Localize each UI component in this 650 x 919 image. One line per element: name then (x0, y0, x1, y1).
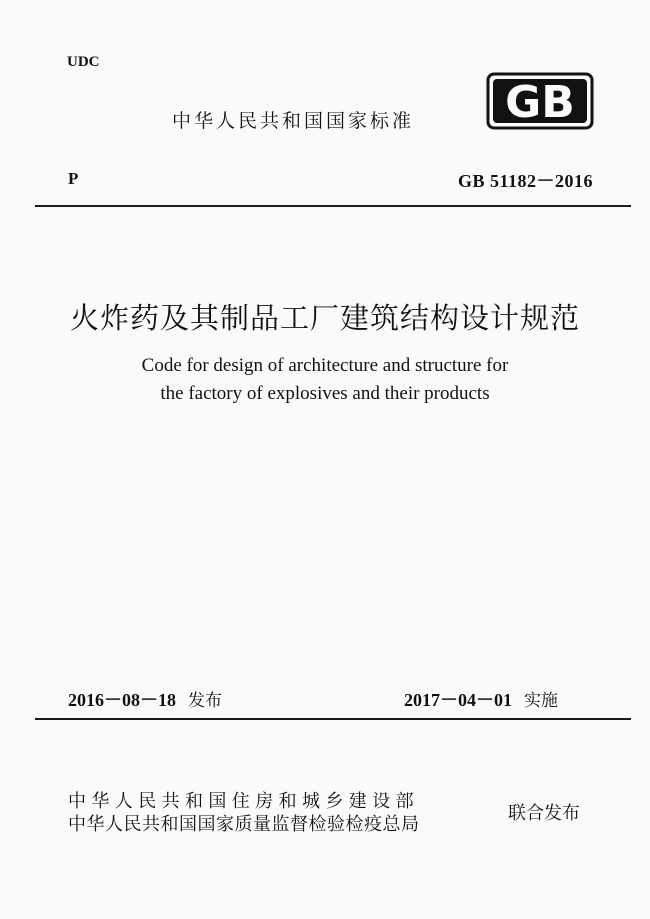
implement-label: 实施 (524, 691, 558, 711)
title-english (0, 352, 650, 408)
udc-label: UDC (67, 54, 100, 70)
title-english-line1: Code for design of architecture and structure for (141, 355, 509, 376)
gb-logo-text: GB (505, 77, 575, 128)
title-english-line2: the factory of explosives and their products (160, 383, 490, 404)
publisher-org-1: 中华人民共和国住房和城乡建设部 (68, 791, 419, 812)
classification-code: P (68, 169, 79, 188)
joint-issue-label: 联合发布 (508, 803, 580, 824)
standard-number: GB 51182－2016 (457, 171, 593, 191)
top-divider (35, 205, 631, 207)
issue-date: 2016－08－18 (68, 690, 176, 710)
gb-logo (486, 72, 594, 130)
issue-date-block (68, 686, 222, 712)
title-chinese: 火炸药及其制品工厂建筑结构设计规范 (69, 301, 580, 335)
issue-label: 发布 (188, 691, 222, 711)
implement-date-block (404, 686, 558, 712)
bottom-divider (35, 718, 631, 720)
publisher-org-2: 中华人民共和国国家质量监督检验检疫总局 (68, 814, 420, 835)
standard-type: 中华人民共和国国家标准 (172, 110, 415, 132)
implement-date: 2017－04－01 (404, 690, 512, 710)
